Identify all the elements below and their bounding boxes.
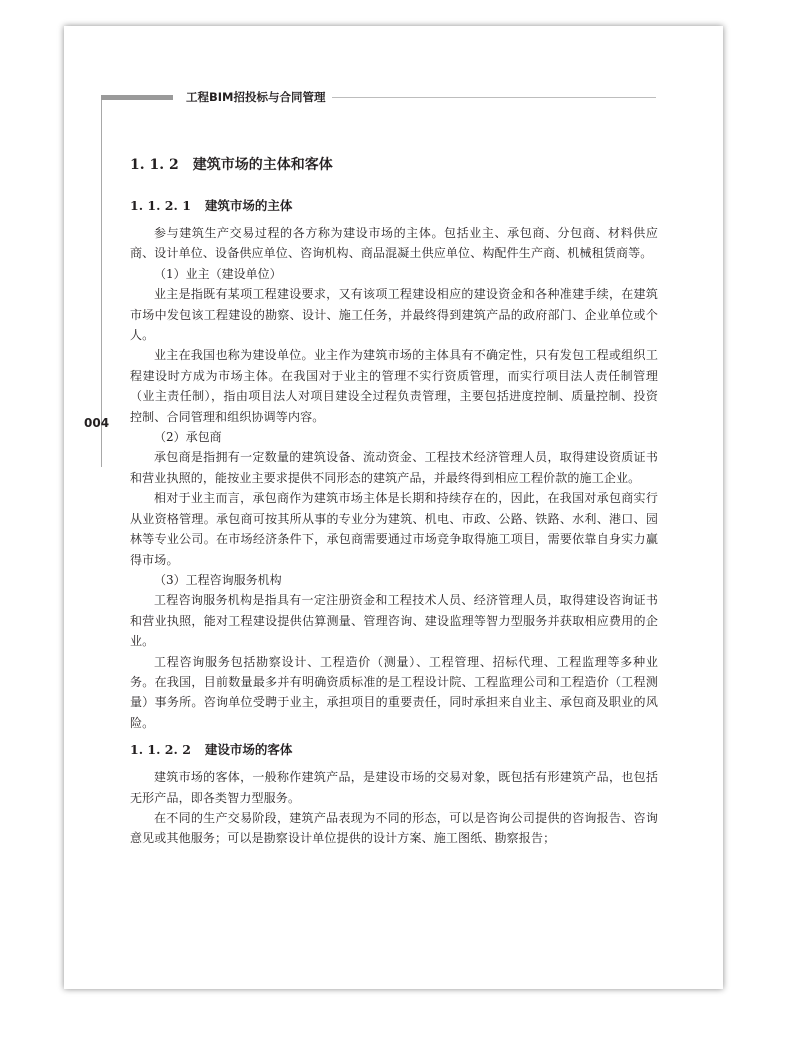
paragraph: 业主是指既有某项工程建设要求，又有该项工程建设相应的建设资金和各种准建手续，在建筑市场中发包该工程建设的勘察、设计、施工任务，并最终得到建筑产品的政府部门、企业单位或个人。 bbox=[130, 287, 658, 343]
subsection-heading bbox=[130, 196, 658, 214]
header-bar bbox=[101, 95, 173, 100]
subsection-title: 建设市场的客体 bbox=[204, 742, 293, 758]
subsection-number: 1. 1. 2. 2 bbox=[130, 742, 191, 758]
paragraph: 在不同的生产交易阶段，建筑产品表现为不同的形态，可以是咨询公司提供的咨询报告、咨询意见或其他服务；可以是勘察设计单位提供的设计方案、施工图纸、勘察报告； bbox=[130, 810, 658, 846]
subsection-title: 建筑市场的主体 bbox=[204, 198, 293, 213]
section-number: 1. 1. 2 bbox=[130, 157, 179, 173]
subsection-heading bbox=[130, 740, 658, 758]
page-number: 004 bbox=[84, 416, 110, 430]
paragraph: 相对于业主而言，承包商作为建筑市场主体是长期和持续存在的，因此，在我国对承包商实行从业资格管理。承包商可按其所从事的专业分为建筑、机电、市政、公路、铁路、水利、港口、园林等专业公司。在市场经济条件下，承包商需要通过市场竞争取得施工项目，需要依靠自身实力赢得市场。 bbox=[130, 491, 658, 567]
section-heading bbox=[130, 154, 658, 174]
page-body bbox=[130, 154, 658, 849]
paragraph: 业主在我国也称为建设单位。业主作为建筑市场的主体具有不确定性，只有发包工程或组织工程建设时方成为市场主体。在我国对于业主的管理不实行资质管理，而实行项目法人责任制管理（业主责任制），指由项目法人对项目建设全过程负责管理，主要包括进度控制、质量控制、投资控制、合同管理和组织协调等内容。 bbox=[130, 348, 658, 424]
margin-rule bbox=[101, 100, 102, 467]
item-heading: （3）工程咨询服务机构 bbox=[154, 572, 282, 587]
book-page bbox=[64, 26, 723, 989]
paragraph: 承包商是指拥有一定数量的建筑设备、流动资金、工程技术经济管理人员，取得建设资质证书和营业执照的，能按业主要求提供不同形态的建筑产品，并最终得到相应工程价款的施工企业。 bbox=[130, 450, 658, 485]
section-title: 建筑市场的主体和客体 bbox=[192, 157, 333, 173]
header-rule bbox=[332, 97, 656, 98]
paragraph: 建筑市场的客体，一般称作建筑产品，是建设市场的交易对象，既包括有形建筑产品，也包括无形产品，即各类智力型服务。 bbox=[130, 770, 658, 805]
paragraph: 工程咨询服务机构是指具有一定注册资金和工程技术人员、经济管理人员，取得建设咨询证书和营业执照，能对工程建设提供估算测量、管理咨询、建设监理等智力型服务并获取相应费用的企业。 bbox=[130, 593, 658, 649]
paragraph: 参与建筑生产交易过程的各方称为建设市场的主体。包括业主、承包商、分包商、材料供应商、设计单位、设备供应单位、咨询机构、商品混凝土供应单位、构配件生产商、机械租赁商等。 bbox=[130, 226, 658, 261]
item-heading: （1）业主（建设单位） bbox=[154, 266, 282, 281]
paragraph: 工程咨询服务包括勘察设计、工程造价（测量）、工程管理、招标代理、工程监理等多种业务。在我国，目前数量最多并有明确资质标准的是工程设计院、工程监理公司和工程造价（工程测量）事务所。咨询单位受聘于业主，承担项目的重要责任，同时承担来自业主、承包商及职业的风险。 bbox=[130, 654, 658, 730]
item-heading: （2）承包商 bbox=[154, 430, 222, 445]
running-header-title: 工程BIM招投标与合同管理 bbox=[186, 90, 326, 104]
subsection-number: 1. 1. 2. 1 bbox=[130, 198, 191, 213]
